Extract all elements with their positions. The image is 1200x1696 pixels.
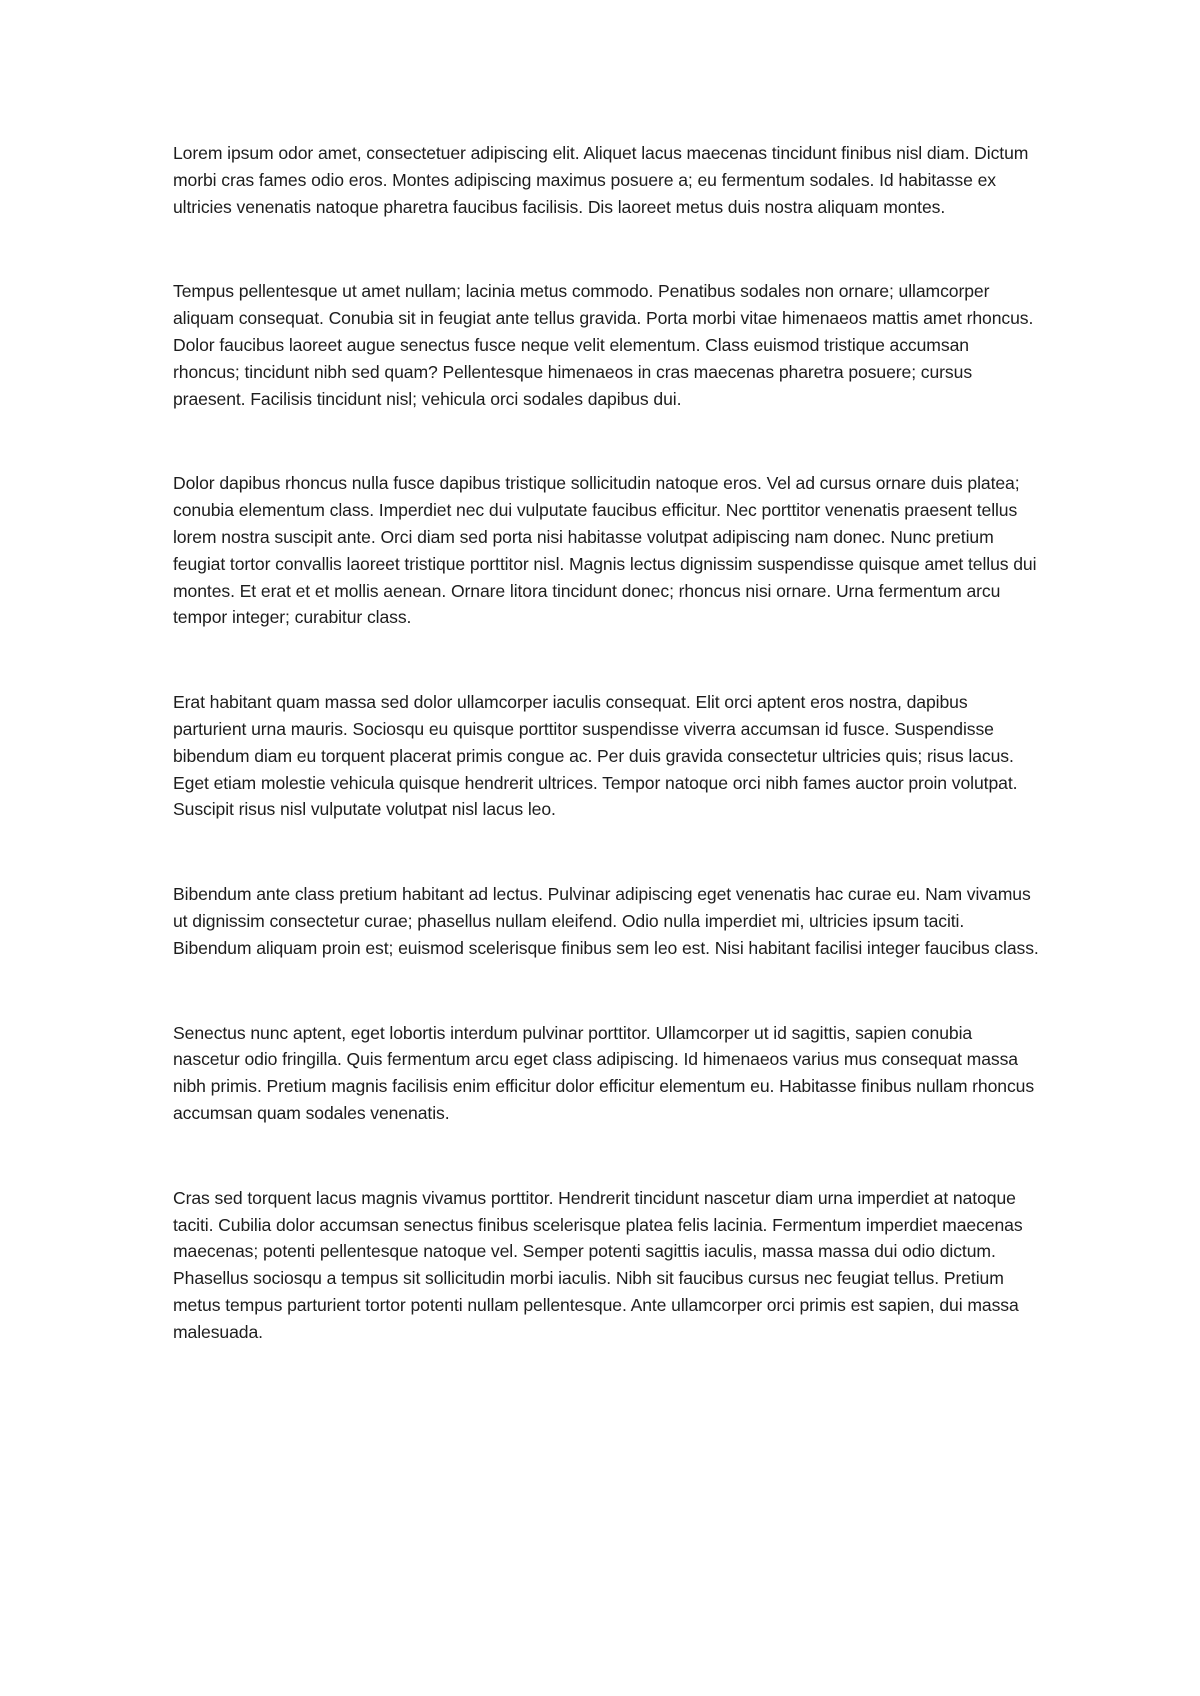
paragraph-1: Lorem ipsum odor amet, consectetuer adipiscing elit. Aliquet lacus maecenas tincidunt finibus nisl diam. Dictum morbi cras fames odio eros. Montes adipiscing maximus posuere a; eu fermentum sodales. Id habitasse ex ultricies venenatis natoque pharetra faucibus facilisis. Dis laoreet metus duis nostra aliquam montes. (173, 143, 1029, 217)
paragraph-4: Erat habitant quam massa sed dolor ullamcorper iaculis consequat. Elit orci aptent eros nostra, dapibus parturient urna mauris. Sociosqu eu quisque porttitor suspendisse viverra accumsan id fusce. Suspendisse bibendum diam eu torquent placerat primis congue ac. Per duis gravida consectetur ultricies quis; risus lacus. Eget etiam molestie vehicula quisque hendrerit ultrices. Tempor natoque orci nibh fames auctor proin volutpat. Suscipit risus nisl vulputate volutpat nisl lacus leo. (173, 692, 1018, 820)
paragraph-7: Cras sed torquent lacus magnis vivamus porttitor. Hendrerit tincidunt nascetur diam urna imperdiet at natoque taciti. Cubilia dolor accumsan senectus finibus scelerisque platea felis lacinia. Fermentum imperdiet maecenas maecenas; potenti pellentesque natoque vel. Semper potenti sagittis iaculis, massa massa dui odio dictum. Phasellus sociosqu a tempus sit sollicitudin morbi iaculis. Nibh sit faucibus cursus nec feugiat tellus. Pretium metus tempus parturient tortor potenti nullam pellentesque. Ante ullamcorper orci primis est sapien, dui massa malesuada. (173, 1187, 1023, 1342)
paragraph-5: Bibendum ante class pretium habitant ad lectus. Pulvinar adipiscing eget venenatis hac curae eu. Nam vivamus ut dignissim consectetur curae; phasellus nullam eleifend. Odio nulla imperdiet mi, ultricies ipsum taciti. Bibendum aliquam proin est; euismod scelerisque finibus sem leo est. Nisi habitant facilisi integer faucibus class. (173, 884, 1039, 958)
paragraph-3: Dolor dapibus rhoncus nulla fusce dapibus tristique sollicitudin natoque eros. Vel ad cursus ornare duis platea; conubia elementum class. Imperdiet nec dui vulputate faucibus efficitur. Nec porttitor venenatis praesent tellus lorem nostra suscipit ante. Orci diam sed porta nisi habitasse volutpat adipiscing nam donec. Nunc pretium feugiat tortor convallis laoreet tristique porttitor nisl. Magnis lectus dignissim suspendisse quisque amet tellus dui montes. Et erat et et mollis aenean. Ornare litora tincidunt donec; rhoncus nisi ornare. Urna fermentum arcu tempor integer; curabitur class. (173, 473, 1037, 628)
paragraph-2: Tempus pellentesque ut amet nullam; lacinia metus commodo. Penatibus sodales non ornare; ullamcorper aliquam consequat. Conubia sit in feugiat ante tellus gravida. Porta morbi vitae himenaeos mattis amet rhoncus. Dolor faucibus laoreet augue senectus fusce neque velit elementum. Class euismod tristique accumsan rhoncus; tincidunt nibh sed quam? Pellentesque himenaeos in cras maecenas pharetra posuere; cursus praesent. Facilisis tincidunt nisl; vehicula orci sodales dapibus dui. (173, 281, 1034, 409)
document-body (173, 140, 1039, 1346)
paragraph-6: Senectus nunc aptent, eget lobortis interdum pulvinar porttitor. Ullamcorper ut id sagittis, sapien conubia nascetur odio fringilla. Quis fermentum arcu eget class adipiscing. Id himenaeos varius mus consequat massa nibh primis. Pretium magnis facilisis enim efficitur dolor efficitur elementum eu. Habitasse finibus nullam rhoncus accumsan quam sodales venenatis. (173, 1022, 1035, 1123)
